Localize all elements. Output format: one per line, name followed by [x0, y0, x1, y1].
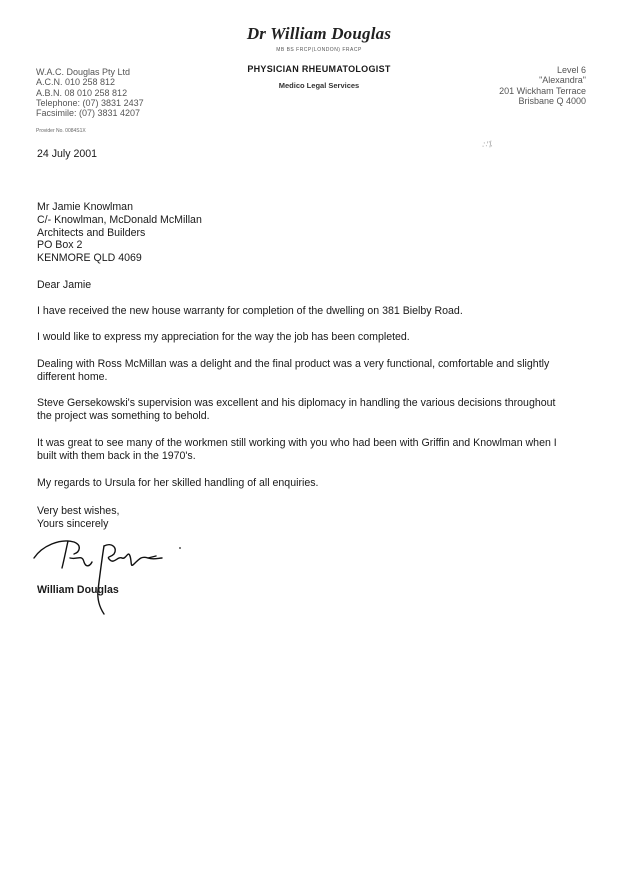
provider-number: Provider No. 0084S1X: [36, 128, 86, 134]
office-address-line: Level 6: [556, 65, 586, 75]
paragraph: I would like to express my appreciation for the way the job has been completed.: [37, 331, 410, 343]
closing: [37, 505, 119, 530]
paragraph: Dealing with Ross McMillan was a delight and the final product was a very functional, comfortable and slightly different home.: [37, 358, 550, 383]
company-details: [36, 67, 144, 118]
office-address-line: 201 Wickham Terrace: [499, 85, 586, 96]
company-acn: A.C.N. 010 258 812: [36, 77, 116, 88]
paragraph: My regards to Ursula for her skilled handling of all enquiries.: [37, 477, 319, 489]
letterhead-credentials: MB BS FRCP(LONDON) FRACP: [276, 47, 362, 53]
signatory-name: William Douglas: [37, 584, 119, 596]
recipient-line: KENMORE QLD 4069: [37, 252, 142, 265]
letterhead-specialty: PHYSICIAN RHEUMATOLOGIST: [247, 64, 391, 74]
letterhead-name: Dr William Douglas: [246, 24, 392, 43]
paragraph: Steve Gersekowski's supervision was excellent and his diplomacy in handling the various decisions throughout the project was something to behold.: [37, 397, 556, 422]
company-name: W.A.C. Douglas Pty Ltd: [36, 67, 131, 77]
closing-line: Yours sincerely: [37, 517, 109, 530]
handwritten-mark: ∴′⁒: [481, 139, 493, 150]
office-address-line: "Alexandra": [539, 75, 586, 86]
recipient-line: PO Box 2: [37, 239, 83, 252]
salutation: Dear Jamie: [37, 279, 92, 291]
recipient-line: Architects and Builders: [37, 226, 146, 239]
closing-line: Very best wishes,: [37, 505, 120, 517]
paragraph: I have received the new house warranty for completion of the dwelling on 381 Bielby Road.: [37, 305, 463, 317]
recipient-address: [37, 201, 202, 265]
letterhead-services: Medico Legal Services: [278, 81, 360, 90]
company-telephone: Telephone: (07) 3831 2437: [36, 97, 144, 108]
recipient-line: Mr Jamie Knowlman: [37, 201, 133, 213]
company-facsimile: Facsimile: (07) 3831 4207: [36, 108, 141, 119]
handwritten-signature: [30, 528, 200, 618]
company-abn: A.B.N. 08 010 258 812: [36, 87, 128, 98]
letter-date: 24 July 2001: [37, 148, 98, 160]
paragraph: It was great to see many of the workmen still working with you who had been with Griffin and Knowlman when I built with them back in the 1970's.: [37, 437, 557, 462]
office-address-line: Brisbane Q 4000: [518, 95, 586, 106]
recipient-line: C/- Knowlman, McDonald McMillan: [37, 213, 202, 226]
office-address: [499, 65, 586, 106]
